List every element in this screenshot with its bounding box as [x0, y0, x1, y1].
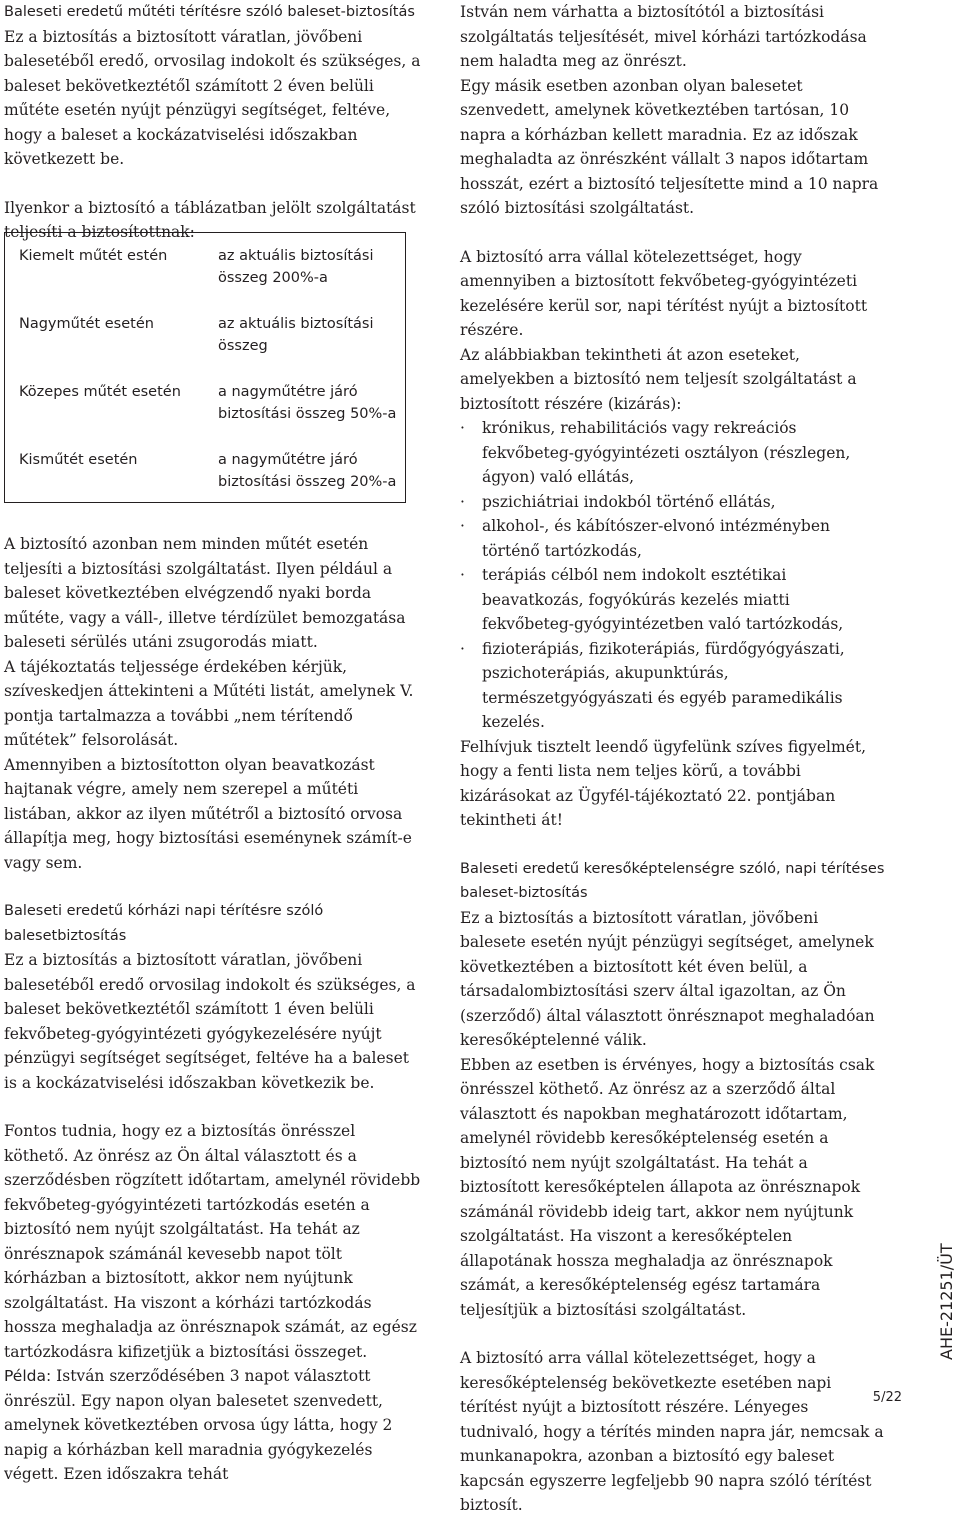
table-cell-value: az aktuális biztosítási összeg 200%-a: [218, 248, 374, 286]
example-label: Példa:: [4, 1367, 52, 1385]
list-item: · fizioterápiás, fizikoterápiás, fürdőgyógyászati, pszichoterápiás, akupunktúrás, természetgyógyászati és egyéb paramedikális kezelés.: [460, 637, 885, 735]
paragraph: A biztosító arra vállal kötelezettséget, hogy a keresőképtelenség bekövetkezte esetében napi térítést nyújt a biztosított részére. Lényeges tudnivaló, hogy a térítés minden napra jár, nemcsak a munkanapokra, azonban a biztosító egy baleset kapcsán egyszerre legfeljebb 90 napra szóló térítést biztosít.: [460, 1349, 884, 1514]
paragraph: Ez a biztosítás a biztosított váratlan, jövőbeni balesete esetén nyújt pénzügyi segítséget, amelynek következtében a biztosított két éven belül, a társadalombiztosítási szerv által igazoltan, az Ön (szerződő) által választott önrésznapot meghaladóan keresőképtelenné válik.: [460, 908, 875, 1049]
bullet-icon: ·: [460, 419, 465, 437]
bullet-icon: ·: [460, 566, 465, 584]
table-row: [5, 369, 405, 437]
bullet-icon: ·: [460, 639, 465, 658]
paragraph: Az alábbiakban tekintheti át azon eseteket, amelyekben a biztosító nem teljesít szolgáltatást a biztosított részére (kizárás):: [460, 345, 857, 413]
left-column: [4, 0, 424, 245]
paragraph: Ebben az esetben is érvényes, hogy a biztosítás csak önrésszel köthető. Az önrész az a szerződő által választott és napokban meghatározott időtartam, amelynél rövidebb keresőképtelenség esetén a biztosító nem nyújt szolgáltatást. Ha tehát a biztosított keresőképtelen állapota az önrésznapok számánál rövidebb ideig tart, akkor nem nyújtunk szolgáltatást. Ha viszont a keresőképtelen állapotának hossza meghaladja az önrésznapok számát, a keresőképtelenség egész tartamára teljesítjük a biztosítási szolgáltatást.: [460, 1055, 875, 1319]
table-row: [5, 233, 405, 301]
paragraph: Ez a biztosítás a biztosított váratlan, jövőbeni balesetéből eredő, orvosilag indokolt és szükséges, a baleset bekövetkeztétől számított 2 éven belüli műtéte esetén nyújt pénzügyi segítséget, feltéve, hogy a baleset a kockázatviselési időszakban következett be.: [4, 27, 421, 168]
example-paragraph: [4, 1364, 424, 1487]
list-item: · pszichiátriai indokból történő ellátás,: [460, 490, 885, 515]
table-row: [5, 437, 405, 505]
paragraph: A tájékoztatás teljessége érdekében kérjük, szíveskedjen áttekinteni a Műtéti listát, amelynek V. pontja tartalmazza a további „nem térítendő műtétek” felsorolását.: [4, 657, 414, 749]
section-heading-incapacity: Baleseti eredetű keresőképtelenségre szóló, napi térítéses baleset-biztosítás: [460, 860, 885, 901]
paragraph: Ilyenkor a biztosító a táblázatban jelölt szolgáltatást teljesíti a biztosítottnak:: [4, 198, 416, 241]
table-cell-label: Közepes műtét esetén: [19, 384, 181, 400]
benefit-table: [4, 232, 406, 503]
list-item: · krónikus, rehabilitációs vagy rekreációs fekvőbeteg-gyógyintézeti osztályon (részlegen, ágyon) való ellátás,: [460, 416, 885, 490]
table-cell-label: Kiemelt műtét estén: [19, 248, 168, 264]
table-row: [5, 301, 405, 369]
bullet-icon: ·: [460, 517, 465, 535]
right-column: [460, 0, 885, 1518]
paragraph: Fontos tudnia, hogy ez a biztosítás önrésszel köthető. Az önrész az Ön által választott és a szerződésben rögzített időtartam, amelynél rövidebb fekvőbeteg-gyógyintézeti tartózkodás esetén a biztosító nem nyújt szolgáltatást. Ha tehát az önrésznapok számánál kevesebb napot tölt kórházban a biztosított, akkor nem nyújtunk szolgáltatást. Ha viszont a kórházi tartózkodás hossza meghaladja az önrésznapok számát, az egész tartózkodásra kifizetjük a biztosítási összeget.: [4, 1122, 421, 1361]
bullet-icon: ·: [460, 492, 465, 511]
list-item: · alkohol-, és kábítószer-elvonó intézményben történő tartózkodás,: [460, 514, 885, 563]
document-code: AHE-21251/ÜT: [937, 1243, 956, 1360]
paragraph: Felhívjuk tisztelt leendő ügyfelünk szíves figyelmét, hogy a fenti lista nem teljes körű, a további kizárásokat az Ügyfél-tájékoztató 22. pontjában tekintheti át!: [460, 737, 867, 829]
paragraph: A biztosító arra vállal kötelezettséget, hogy amennyiben a biztosított fekvőbeteg-gyógyintézeti kezelésére kerül sor, napi térítést nyújt a biztosított részére.: [460, 247, 868, 339]
table-cell-value: a nagyműtétre járó biztosítási összeg 20%-a: [218, 452, 397, 490]
table-cell-label: Kisműtét esetén: [19, 452, 138, 468]
list-item: · terápiás célból nem indokolt esztétikai beavatkozás, fogyókúrás kezelés miatti fekvőbeteg-gyógyintézetben való tartózkodás,: [460, 563, 885, 637]
paragraph: István nem várhatta a biztosítótól a biztosítási szolgáltatás teljesítését, mivel kórházi tartózkodása nem haladta meg az önrészt.: [460, 3, 867, 70]
exclusion-list: [460, 416, 885, 735]
paragraph: Ez a biztosítás a biztosított váratlan, jövőbeni balesetéből eredő orvosilag indokolt és szükséges, a baleset bekövetkeztétől számított 1 éven belüli fekvőbeteg-gyógyintézeti gyógykezelésére nyújt pénzügyi segítséget segítséget, feltéve ha a baleset is a kockázatviselési időszakban következik be.: [4, 951, 416, 1092]
section-heading-hospital: Baleseti eredetű kórházi napi térítésre szóló balesetbiztosítás: [4, 903, 324, 944]
table-cell-value: a nagyműtétre járó biztosítási összeg 50%-a: [218, 384, 397, 422]
section-heading-surgery: Baleseti eredetű műtéti térítésre szóló baleset-biztosítás: [4, 4, 415, 20]
paragraph: A biztosító azonban nem minden műtét esetén teljesíti a biztosítási szolgáltatást. Ilyen például a baleset következtében elvégzendő nyaki borda műtéte, vagy a váll-, illetve térdízület bemozgatása baleseti sérülés utáni zsugorodás miatt.: [4, 535, 406, 651]
table-cell-label: Nagyműtét esetén: [19, 316, 154, 332]
paragraph: Amennyiben a biztosítotton olyan beavatkozást hajtanak végre, amely nem szerepel a műtéti listában, akkor az ilyen műtétről a biztosító orvosa állapítja meg, hogy biztosítási eseménynek számít-e vagy sem.: [4, 755, 412, 872]
left-column-lower: [4, 532, 424, 1487]
example-text: István szerződésében 3 napot választott önrészül. Egy napon olyan balesetet szenvedett, amelynek következtében orvosa úgy látta, hogy 2 napig a kórházban kell maradnia gyógykezelés végett. Ezen időszakra tehát: [4, 1367, 393, 1483]
table-cell-value: az aktuális biztosítási összeg: [218, 316, 374, 354]
page-number: 5/22: [872, 1390, 902, 1405]
paragraph: Egy másik esetben azonban olyan balesetet szenvedett, amelynek következtében tartósan, 10 napra a kórházban kellett maradnia. Ez az időszak meghaladta az önrészként vállalt 3 napos időtartam hosszát, ezért a biztosító teljesítette mind a 10 napra szóló biztosítási szolgáltatást.: [460, 76, 879, 217]
